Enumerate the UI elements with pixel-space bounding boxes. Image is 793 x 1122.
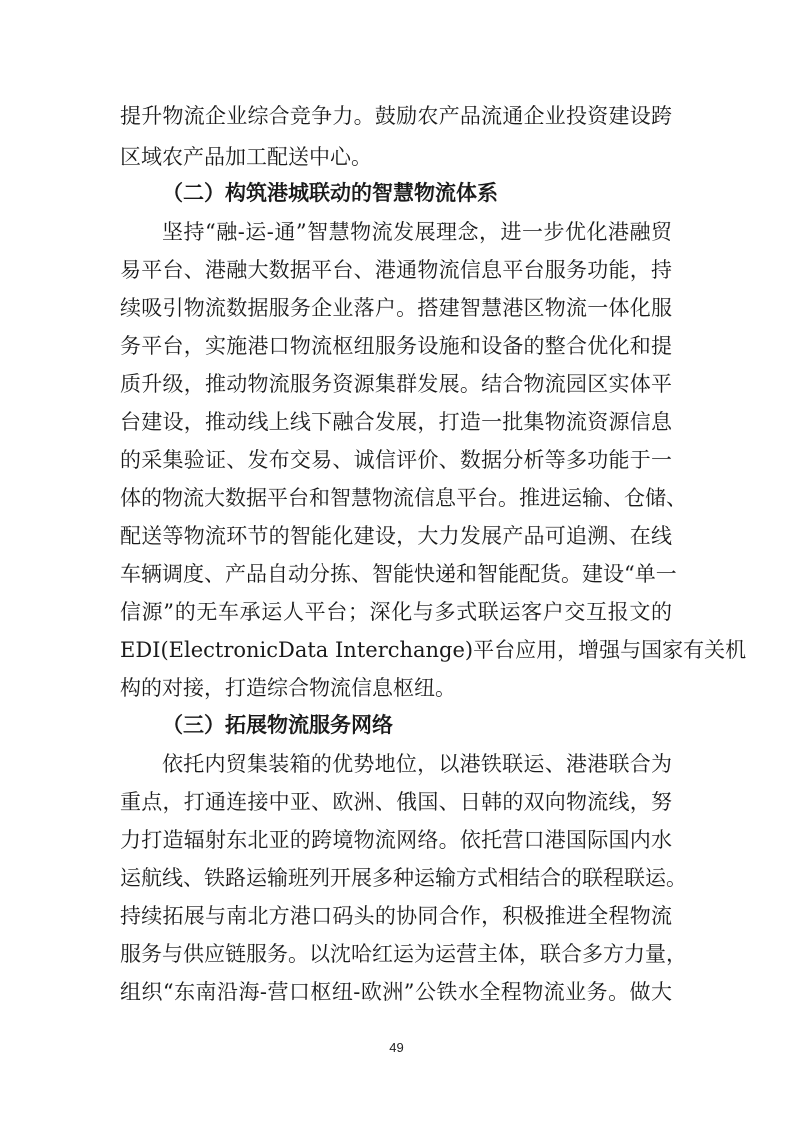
paragraph-3-line: 持续拓展与南北方港口码头的协同合作，积极推进全程物流 (120, 904, 672, 928)
paragraph-2-line: 质升级，推动物流服务资源集群发展。结合物流园区实体平 (120, 372, 672, 396)
paragraph-3-line: 依托内贸集装箱的优势地位，以港铁联运、港港联合为 (162, 752, 672, 776)
section-heading-3: （三）拓展物流服务网络 (162, 713, 393, 737)
paragraph-3-line: 重点，打通连接中亚、欧洲、俄国、日韩的双向物流线，努 (120, 790, 672, 814)
paragraph-2-line: 构的对接，打造综合物流信息枢纽。 (120, 676, 456, 700)
paragraph-2-line: 信源”的无车承运人平台；深化与多式联运客户交互报文的 (120, 600, 672, 624)
paragraph-2-line: 易平台、港融大数据平台、港通物流信息平台服务功能，持 (120, 258, 672, 282)
paragraph-2-line: 台建设，推动线上线下融合发展，打造一批集物流资源信息 (120, 410, 672, 434)
section-heading-2: （二）构筑港城联动的智慧物流体系 (162, 181, 498, 205)
paragraph-2-line: 续吸引物流数据服务企业落户。搭建智慧港区物流一体化服 (120, 296, 672, 320)
paragraph-2-line: 的采集验证、发布交易、诚信评价、数据分析等多功能于一 (120, 448, 672, 472)
page-number: 49 (389, 1040, 404, 1055)
paragraph-2-line: EDI(ElectronicData Interchange)平台应用，增强与国家有关机 (120, 638, 747, 662)
paragraph-3-line: 组织“东南沿海-营口枢纽-欧洲”公铁水全程物流业务。做大 (120, 980, 672, 1004)
paragraph-2-line: 配送等物流环节的智能化建设，大力发展产品可追溯、在线 (120, 524, 672, 548)
paragraph-2-line: 务平台，实施港口物流枢纽服务设施和设备的整合优化和提 (120, 334, 672, 358)
paragraph-2-line: 体的物流大数据平台和智慧物流信息平台。推进运输、仓储、 (120, 486, 687, 510)
paragraph-1-line: 区域农产品加工配送中心。 (120, 145, 372, 169)
paragraph-2-line: 车辆调度、产品自动分拣、智能快递和智能配货。建设“单一 (120, 562, 677, 586)
paragraph-3-line: 运航线、铁路运输班列开展多种运输方式相结合的联程联运。 (120, 866, 687, 890)
paragraph-3-line: 服务与供应链服务。以沈哈红运为运营主体，联合多方力量， (120, 942, 687, 966)
paragraph-3-line: 力打造辐射东北亚的跨境物流网络。依托营口港国际国内水 (120, 828, 672, 852)
paragraph-2-line: 坚持“融-运-通”智慧物流发展理念，进一步优化港融贸 (162, 220, 672, 244)
paragraph-1-line: 提升物流企业综合竞争力。鼓励农产品流通企业投资建设跨 (120, 104, 672, 128)
